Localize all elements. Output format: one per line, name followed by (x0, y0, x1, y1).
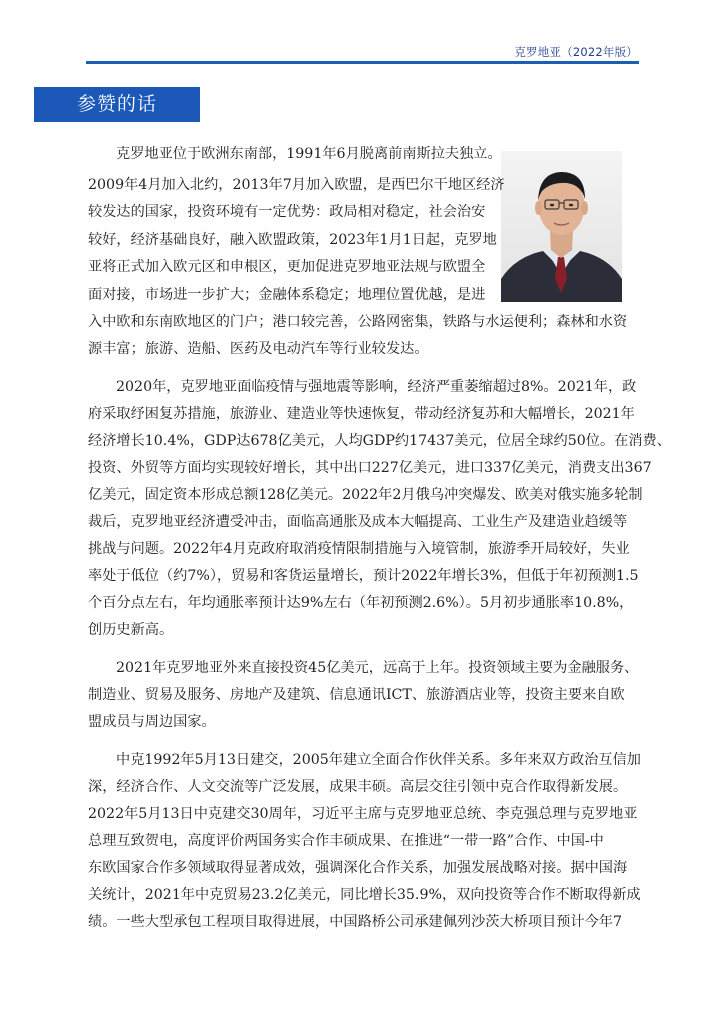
body-text-line: 面对接，市场进一步扩大；金融体系稳定；地理位置优越，是进 (88, 287, 486, 303)
body-text-line: 总理互致贺电，高度评价两国务实合作丰硕成果、在推进“一带一路”合作、中国-中 (88, 833, 604, 849)
body-text-line: 2009年4月加入北约，2013年7月加入欧盟，是西巴尔干地区经济 (88, 177, 505, 193)
body-text-line: 深，经济合作、人文交流等广泛发展，成果丰硕。高层交往引领中克合作取得新发展。 (88, 779, 628, 795)
body-text-line: 绩。一些大型承包工程项目取得进展，中国路桥公司承建佩列沙茨大桥项目预计今年7 (88, 914, 622, 930)
body-text-line: 挑战与问题。2022年4月克政府取消疫情限制措施与入境管制，旅游季开局较好，失业 (88, 541, 630, 557)
body-text-line: 中克1992年5月13日建交，2005年建立全面合作伙伴关系。多年来双方政治互信加 (116, 752, 641, 768)
body-text-line: 2022年5月13日中克建交30周年，习近平主席与克罗地亚总统、李克强总理与克罗地亚 (88, 806, 638, 822)
body-text-line: 2021年克罗地亚外来直接投资45亿美元，远高于上年。投资领域主要为金融服务、 (116, 660, 639, 676)
body-text-line: 较发达的国家，投资环境有一定优势：政局相对稳定，社会治安 (88, 204, 486, 220)
person-portrait-photo-icon (501, 151, 622, 302)
body-text-line: 盟成员与周边国家。 (88, 714, 216, 730)
body-text-line: 源丰富；旅游、造船、医药及电动汽车等行业较发达。 (88, 341, 429, 357)
running-header-title: 克罗地亚（2022年版） (514, 45, 638, 59)
header-divider (86, 61, 639, 64)
body-text-line: 关统计，2021年中克贸易23.2亿美元，同比增长35.9%，双向投资等合作不断取得新成 (88, 887, 641, 903)
body-text-line: 2020年，克罗地亚面临疫情与强地震等影响，经济严重萎缩超过8%。2021年，政 (116, 379, 637, 395)
body-text-line: 府采取纾困复苏措施，旅游业、建造业等快速恢复，带动经济复苏和大幅增长，2021年 (88, 406, 635, 422)
section-title: 参赞的话 (34, 87, 200, 122)
body-text-line: 个百分点左右，年均通胀率预计达9%左右（年初预测2.6%）。5月初步通胀率10.8%， (88, 595, 634, 611)
body-text-line: 制造业、贸易及服务、房地产及建筑、信息通讯ICT、旅游酒店业等，投资主要来自欧 (88, 687, 625, 703)
body-text-line: 率处于低位（约7%），贸易和客货运量增长，预计2022年增长3%，但低于年初预测1.5 (88, 568, 639, 584)
body-text-line: 东欧国家合作多领域取得显著成效，强调深化合作关系，加强发展战略对接。据中国海 (88, 860, 628, 876)
body-text-line: 亿美元，固定资本形成总额128亿美元。2022年2月俄乌冲突爆发、欧美对俄实施多轮制 (88, 487, 643, 503)
body-text-line: 经济增长10.4%，GDP达678亿美元，人均GDP约17437美元，位居全球约50位。在消费、 (88, 433, 671, 449)
body-text-line: 投资、外贸等方面均实现较好增长，其中出口227亿美元，进口337亿美元，消费支出367 (88, 460, 652, 476)
body-text-line: 亚将正式加入欧元区和申根区，更加促进克罗地亚法规与欧盟全 (88, 259, 486, 275)
body-text-line: 创历史新高。 (88, 622, 174, 638)
body-text-line: 较好，经济基础良好，融入欧盟政策，2023年1月1日起，克罗地 (88, 232, 497, 248)
body-text-line: 克罗地亚位于欧洲东南部，1991年6月脱离前南斯拉夫独立。 (116, 146, 502, 162)
body-text-line: 裁后，克罗地亚经济遭受冲击，面临高通胀及成本大幅提高、工业生产及建造业趋缓等 (88, 514, 628, 530)
body-text-line: 入中欧和东南欧地区的门户；港口较完善，公路网密集，铁路与水运便利；森林和水资 (88, 314, 628, 330)
